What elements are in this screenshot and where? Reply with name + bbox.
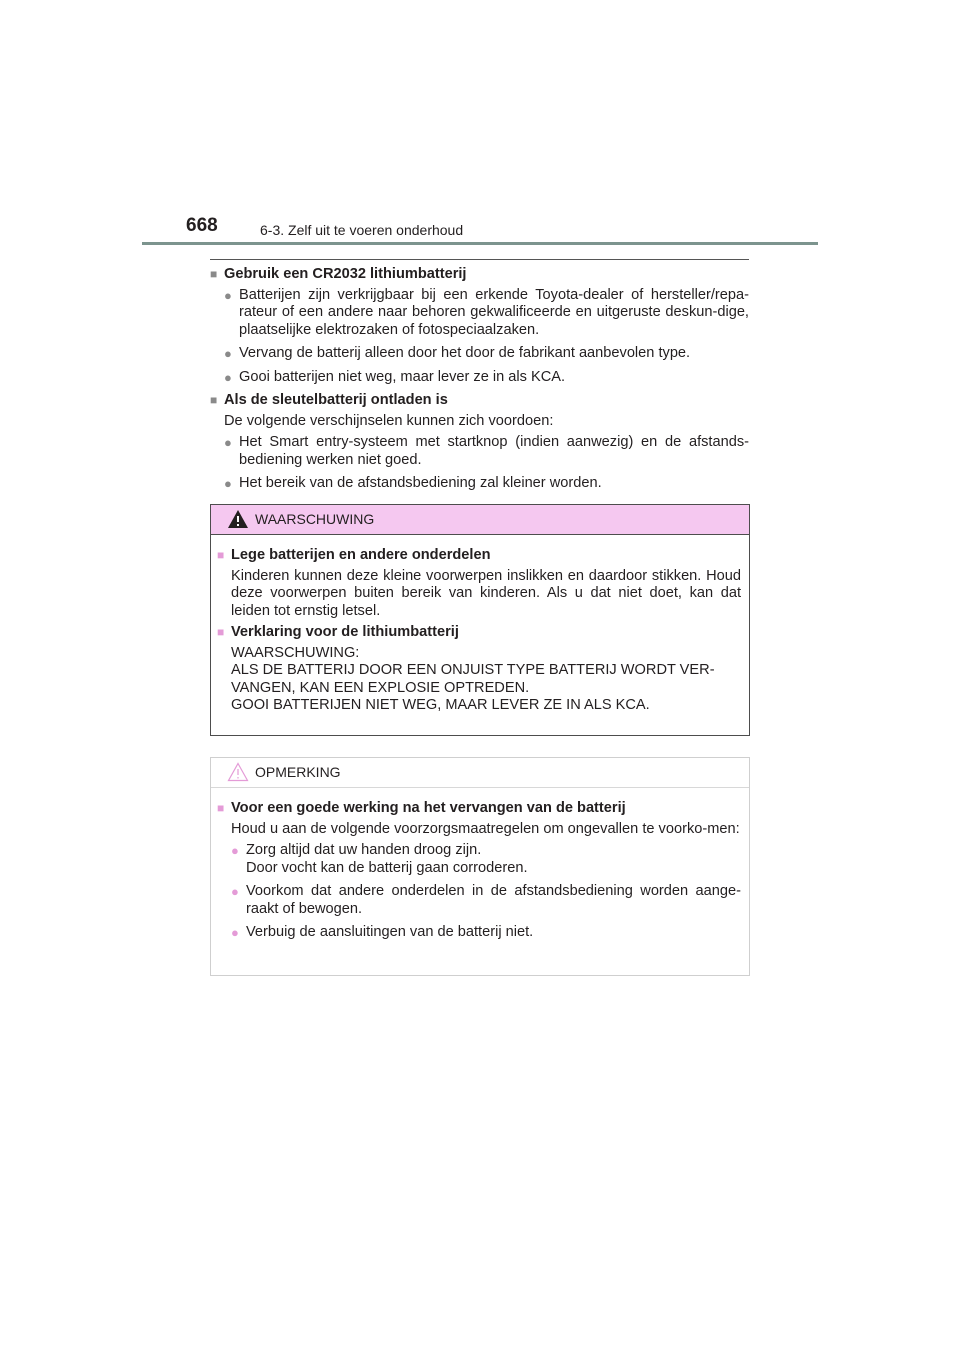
list-item-line: Zorg altijd dat uw handen droog zijn. — [246, 842, 482, 858]
heading-text: Verklaring voor de lithiumbatterij — [231, 624, 459, 640]
main-content — [210, 266, 749, 499]
bullet-icon: ● — [224, 346, 232, 361]
list-item — [224, 287, 749, 340]
list-item-text: Het Smart entry-systeem met startknop (indien aanwezig) en de afstands-bediening werken niet goed. — [239, 434, 749, 468]
list-item-text: Het bereik van de afstandsbediening zal kleiner worden. — [239, 475, 602, 491]
bullet-icon: ● — [224, 287, 232, 303]
heading-text: Als de sleutelbatterij ontladen is — [224, 392, 448, 408]
list-item — [224, 345, 749, 363]
bullet-icon: ● — [231, 843, 239, 858]
note-box — [210, 757, 750, 976]
list-item-text: Voorkom dat andere onderdelen in de afstandsbediening worden aange-raakt of bewogen. — [246, 883, 741, 917]
square-bullet-icon: ■ — [217, 801, 225, 815]
list-item-text — [246, 842, 741, 877]
list-item-text: Verbuig de aansluitingen van de batterij niet. — [246, 924, 534, 940]
list-item-text: Gooi batterijen niet weg, maar lever ze in als KCA. — [239, 368, 566, 385]
note-header — [211, 758, 749, 788]
warning-item-text: Kinderen kunnen deze kleine voorwerpen inslikken en daardoor stikken. Houd deze voorwerpen buiten bereik van kinderen. Als u dat niet doet, kan dat leiden tot ernstig letsel. — [231, 567, 741, 619]
square-bullet-icon: ■ — [217, 548, 225, 562]
list-item-line: Door vocht kan de batterij gaan corroderen. — [246, 859, 528, 876]
section-heading — [210, 392, 749, 410]
warning-line: WAARSCHUWING: — [231, 644, 360, 661]
note-intro: Houd u aan de volgende voorzorgsmaatregelen om ongevallen te voorko-men: — [231, 820, 740, 837]
warning-item-heading — [217, 624, 741, 642]
note-label: OPMERKING — [255, 764, 341, 780]
square-bullet-icon: ■ — [217, 625, 225, 639]
list-item-text: Vervang de batterij alleen door het door de fabrikant aanbevolen type. — [239, 345, 691, 361]
bullet-icon: ● — [224, 369, 232, 385]
bullet-icon: ● — [224, 476, 232, 491]
note-heading — [217, 800, 741, 818]
warning-label: WAARSCHUWING — [255, 511, 375, 527]
list-item-text: Batterijen zijn verkrijgbaar bij een erkende Toyota-dealer of hersteller/repa-rateur of een andere naar behoren gekwalificeerde en uitgeruste deskun-dige, plaatselijke elektrozaken of fotospeciaalzaken. — [239, 286, 749, 338]
bullet-icon: ● — [224, 435, 232, 450]
list-item — [224, 434, 749, 469]
heading-text: Gebruik een CR2032 lithiumbatterij — [224, 266, 467, 282]
list-item — [231, 842, 741, 877]
bullet-icon: ● — [231, 884, 239, 899]
list-item — [224, 369, 749, 387]
warning-body — [211, 535, 749, 715]
list-item — [224, 475, 749, 493]
section-heading — [210, 266, 749, 284]
square-bullet-icon: ■ — [210, 393, 218, 407]
section-title: 6-3. Zelf uit te voeren onderhoud — [260, 222, 464, 238]
list-item — [231, 924, 741, 942]
list-item — [231, 883, 741, 918]
top-divider — [210, 259, 749, 260]
square-bullet-icon: ■ — [210, 267, 218, 281]
heading-text: Lege batterijen en andere onderdelen — [231, 547, 491, 563]
caution-triangle-icon — [227, 762, 249, 782]
page-number: 668 — [186, 215, 218, 236]
warning-item-heading — [217, 547, 741, 565]
intro-text: De volgende verschijnselen kunnen zich voordoen: — [224, 412, 554, 429]
warning-line: GOOI BATTERIJEN NIET WEG, MAAR LEVER ZE IN ALS KCA. — [231, 697, 650, 713]
section-battery-discharged — [210, 392, 749, 493]
section-battery-type — [210, 266, 749, 386]
header-rule — [142, 242, 818, 245]
warning-box — [210, 504, 750, 736]
bullet-icon: ● — [231, 925, 239, 940]
note-body — [211, 788, 749, 942]
warning-line: ALS DE BATTERIJ DOOR EEN ONJUIST TYPE BATTERIJ WORDT VER-VANGEN, KAN EEN EXPLOSIE OPTREDEN. — [231, 662, 715, 696]
heading-text: Voor een goede werking na het vervangen van de batterij — [231, 800, 626, 816]
warning-header — [211, 505, 749, 535]
warning-triangle-icon — [227, 509, 249, 529]
